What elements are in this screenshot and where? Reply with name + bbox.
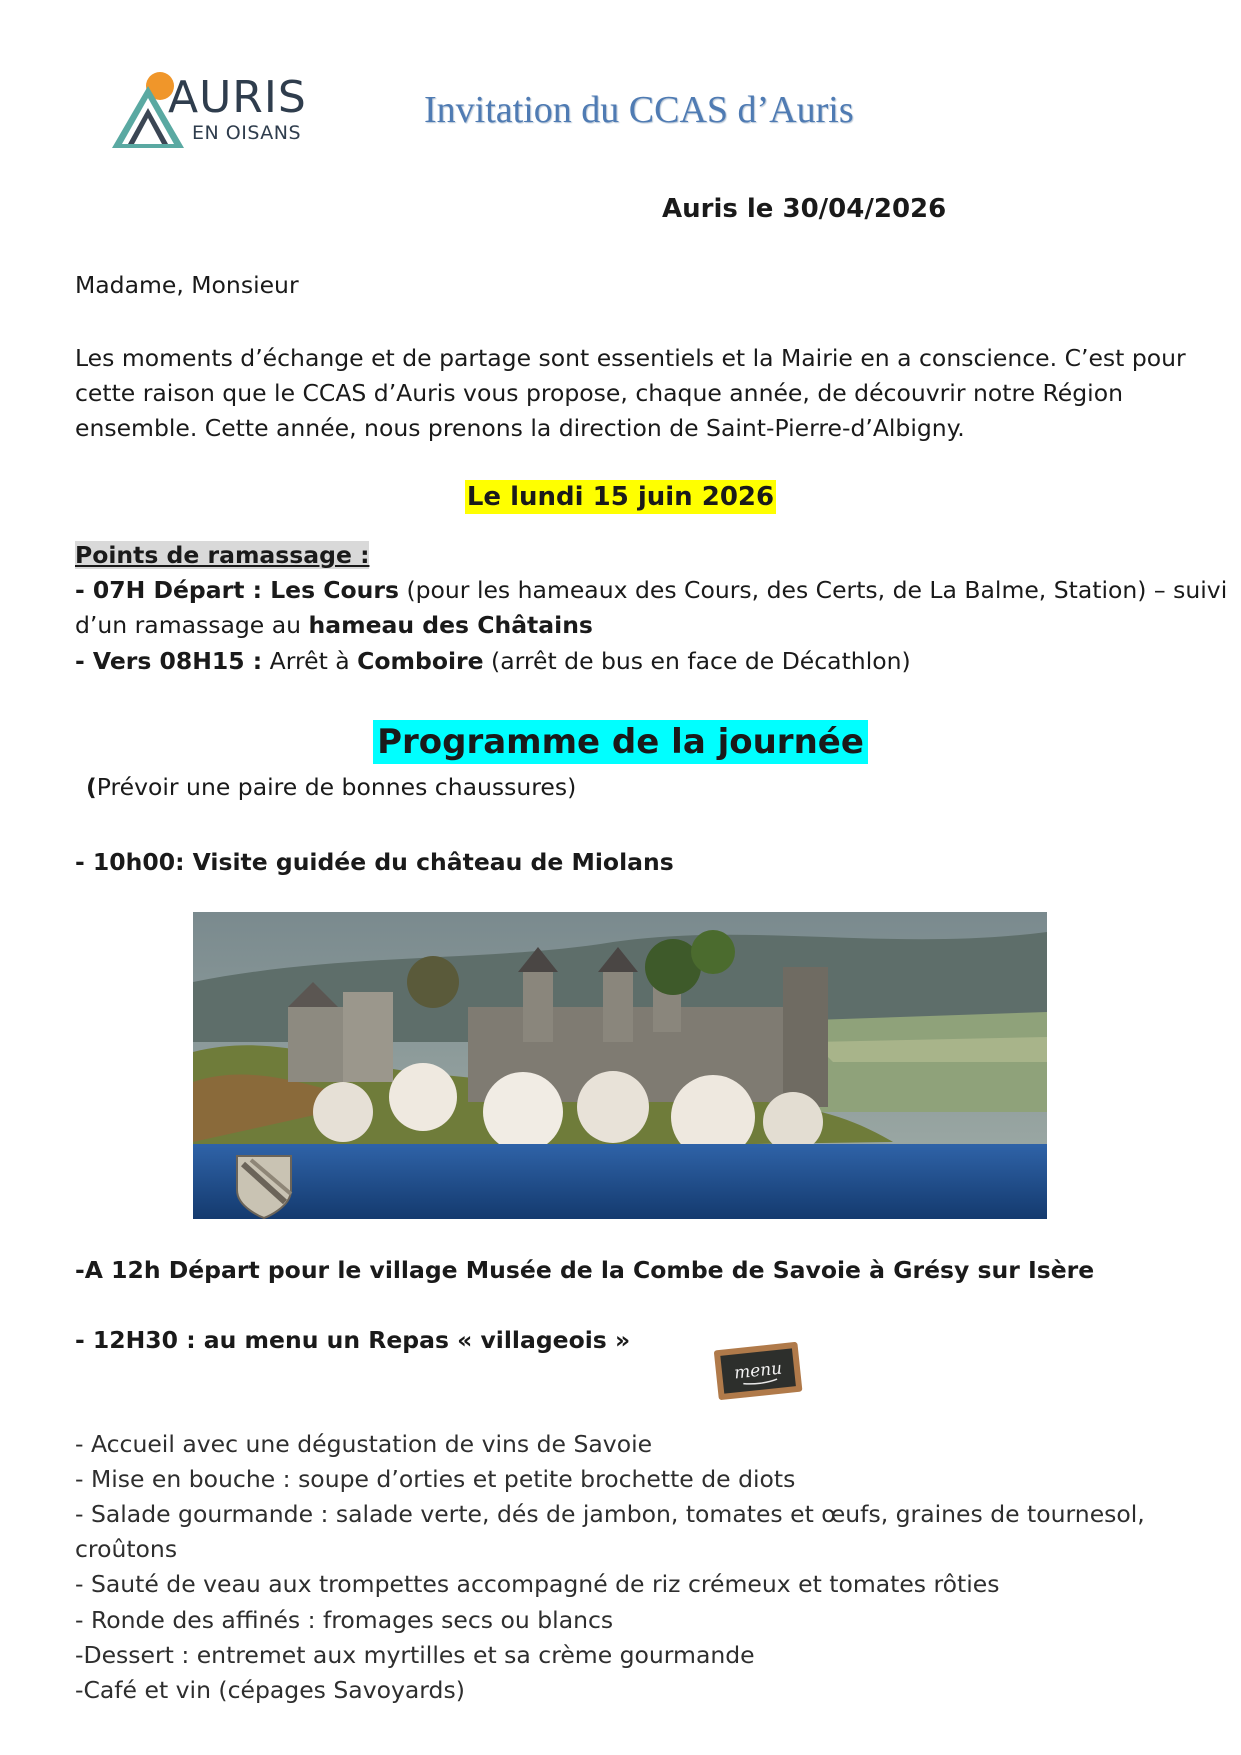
auris-logo [112,72,312,152]
pickup-line-3-text: Arrêt à [262,647,358,675]
menu-item: -Café et vin (cépages Savoyards) [75,1676,465,1704]
intro-line-1: Les moments d’échange et de partage sont essentiels et la Mairie en a conscience. C’est pour [75,344,1186,372]
menu-item: - Mise en bouche : soupe d’orties et petite brochette de diots [75,1465,796,1493]
menu-item: - Accueil avec une dégustation de vins de Savoie [75,1430,653,1458]
date-line: Auris le 30/04/2026 [662,194,947,224]
pickup-line-1 [75,573,1227,608]
pickup-line-3-time: - Vers 08H15 : [75,647,263,675]
menu-item: - Salade gourmande : salade verte, dés de jambon, tomates et œufs, graines de tournesol, [75,1500,1145,1528]
pickup-line-2-text: d’un ramassage au [75,611,309,639]
pickup-line-1-bold: - 07H Départ : Les Cours [75,576,399,604]
pickup-line-3-rest: (arrêt de bus en face de Décathlon) [483,647,911,675]
menu-item: - Ronde des affinés : fromages secs ou blancs [75,1606,614,1634]
menu-item: croûtons [75,1535,178,1563]
intro-line-2: cette raison que le CCAS d’Auris vous propose, chaque année, de découvrir notre Région [75,379,1123,407]
chalkboard-drawing [712,1338,804,1402]
salutation: Madame, Monsieur [75,271,299,299]
programme-note [86,770,576,805]
programme-note-text: Prévoir une paire de bonnes chaussures) [96,773,577,801]
chalkboard-text: menu [733,1358,784,1384]
programme-departure: -A 12h Départ pour le village Musée de la Combe de Savoie à Grésy sur Isère [75,1256,1095,1284]
programme-visit: - 10h00: Visite guidée du château de Miolans [75,848,674,876]
programme-note-paren: ( [86,773,97,801]
programme-title [0,722,1241,762]
document-title: Invitation du CCAS d’Auris [424,89,854,131]
pickup-line-2-bold: hameau des Châtains [308,611,593,639]
chateau-de-miolans-photo [193,912,1047,1219]
pickup-line-3 [75,644,911,679]
pickup-heading [75,538,369,573]
logo-subtitle: EN OISANS [192,122,301,144]
pickup-line-2 [75,608,593,643]
menu-item: -Dessert : entremet aux myrtilles et sa crème gourmande [75,1641,755,1669]
menu-item: - Sauté de veau aux trompettes accompagné de riz crémeux et tomates rôties [75,1570,1000,1598]
pickup-line-3-place: Comboire [357,647,484,675]
intro-line-3: ensemble. Cette année, nous prenons la direction de Saint-Pierre-d’Albigny. [75,414,965,442]
event-date-highlight: Le lundi 15 juin 2026 [466,482,775,512]
event-date [0,482,1241,512]
menu-chalkboard-icon [712,1338,804,1402]
pickup-line-1-rest: (pour les hameaux des Cours, des Certs, de La Balme, Station) – suivi [398,576,1228,604]
logo-wordmark: AURIS [168,72,307,123]
chateau-illustration [193,912,1047,1219]
programme-meal: - 12H30 : au menu un Repas « villageois » [75,1326,631,1354]
pickup-heading-text: Points de ramassage : [75,541,370,569]
programme-title-highlight: Programme de la journée [373,720,868,764]
